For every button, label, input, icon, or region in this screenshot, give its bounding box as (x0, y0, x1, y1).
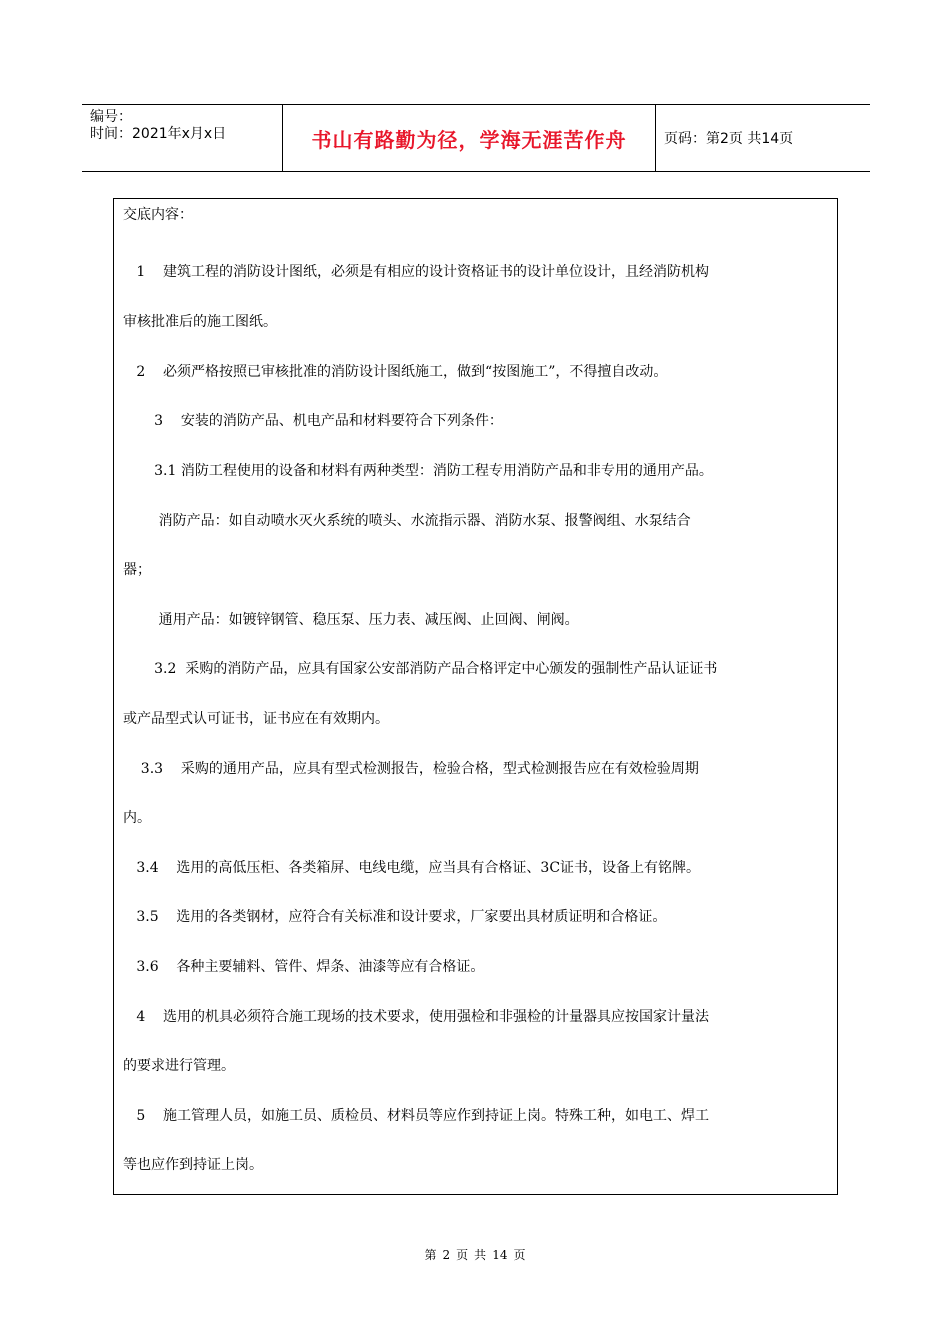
content-line: 3.3 采购的通用产品，应具有型式检测报告，检验合格，型式检测报告应在有效检验周期 (123, 761, 699, 777)
number-label: 编号： (90, 109, 132, 125)
time-label: 时间：2021年x月x日 (90, 126, 227, 142)
page-info: 页码：第2页 共14页 (664, 131, 794, 147)
header-table (82, 104, 870, 172)
footer-total-pages: 14 (492, 1248, 508, 1262)
footer-word: 页 (456, 1248, 469, 1262)
content-line: 1 建筑工程的消防设计图纸，必须是有相应的设计资格证书的设计单位设计，且经消防机构 (123, 264, 710, 280)
motto: 书山有路勤为径，学海无涯苦作舟 (311, 127, 627, 152)
content-line: 4 选用的机具必须符合施工现场的技术要求，使用强检和非强检的计量器具应按国家计量法 (123, 1009, 710, 1025)
footer-page-number: 2 (442, 1248, 451, 1262)
page-footer (0, 1246, 950, 1263)
content-title: 交底内容： (123, 207, 193, 223)
footer-word: 页 (513, 1248, 526, 1262)
content-line: 3.2 采购的消防产品，应具有国家公安部消防产品合格评定中心颁发的强制性产品认证证书 (123, 661, 718, 677)
footer-word: 共 (474, 1248, 487, 1262)
header-motto-cell (283, 105, 656, 171)
content-line: 3.6 各种主要辅料、管件、焊条、油漆等应有合格证。 (123, 959, 485, 975)
content-line: 3.5 选用的各类钢材，应符合有关标准和设计要求，厂家要出具材质证明和合格证。 (123, 909, 667, 925)
content-line: 3.1 消防工程使用的设备和材料有两种类型：消防工程专用消防产品和非专用的通用产品。 (123, 463, 713, 479)
content-line: 审核批准后的施工图纸。 (123, 314, 277, 330)
content-line: 5 施工管理人员，如施工员、质检员、材料员等应作到持证上岗。特殊工种，如电工、焊工 (123, 1108, 710, 1124)
content-line: 通用产品：如镀锌钢管、稳压泵、压力表、减压阀、止回阀、闸阀。 (123, 612, 579, 628)
header-page-cell (656, 105, 870, 171)
content-line: 或产品型式认可证书，证书应在有效期内。 (123, 711, 389, 727)
content-line: 2 必须严格按照已审核批准的消防设计图纸施工，做到“按图施工”，不得擅自改动。 (123, 364, 668, 380)
content-line: 等也应作到持证上岗。 (123, 1157, 263, 1173)
header-meta-cell (82, 105, 283, 171)
content-line: 3.4 选用的高低压柜、各类箱屏、电线电缆，应当具有合格证、3C证书，设备上有铭牌。 (123, 860, 701, 876)
content-line: 内。 (123, 810, 151, 826)
content-line: 的要求进行管理。 (123, 1058, 235, 1074)
footer-word: 第 (424, 1248, 437, 1262)
content-box (113, 198, 838, 1195)
content-line: 器； (123, 562, 151, 578)
content-line: 消防产品：如自动喷水灭火系统的喷头、水流指示器、消防水泵、报警阀组、水泵结合 (123, 513, 691, 529)
content-line: 3 安装的消防产品、机电产品和材料要符合下列条件： (123, 413, 503, 429)
